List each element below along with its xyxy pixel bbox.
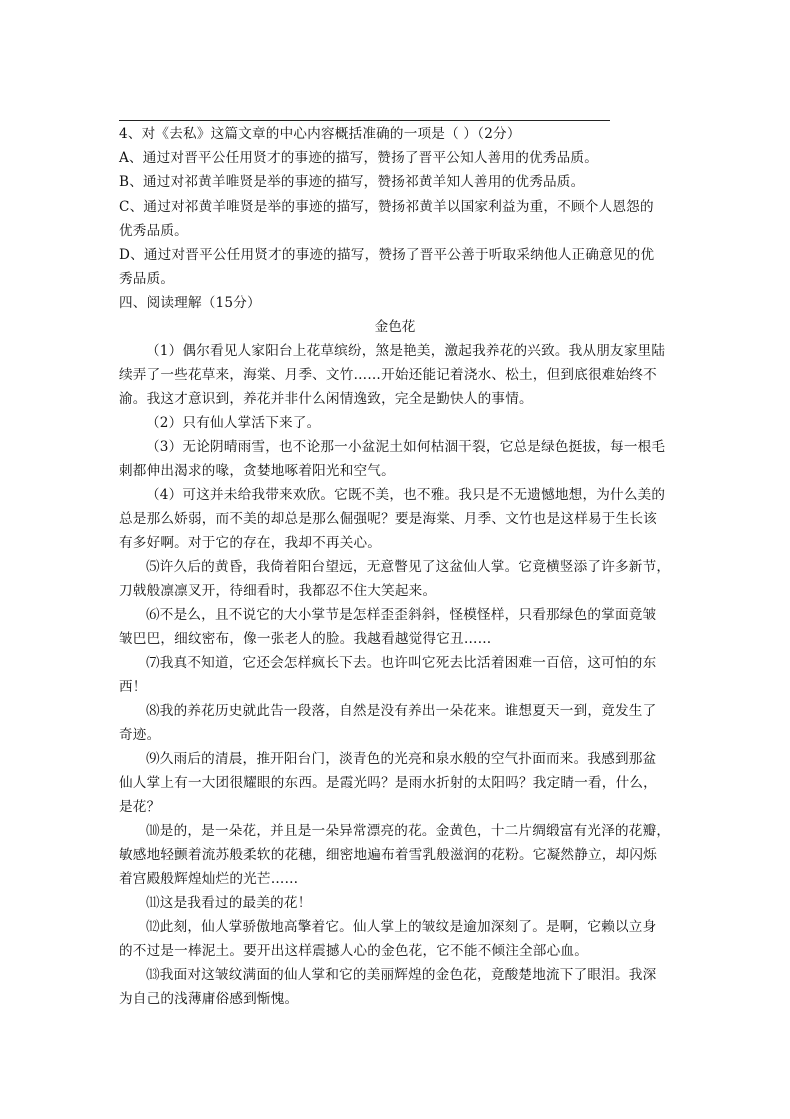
para-7-line-2: 西！ (119, 679, 147, 695)
para-10-line-1: ⑽是的，是一朵花，并且是一朵异常漂亮的花。金黄色，十二片绸缎富有光泽的花瓣， (146, 823, 671, 839)
para-1-line-3: 渝。我这才意识到，养花并非什么闲情逸致，完全是勤快人的事情。 (119, 391, 533, 407)
para-8-line-2: 奇迹。 (119, 727, 161, 743)
para-4-line-1: （4）可这并未给我带来欢欣。它既不美，也不雅。我只是不无遗憾地想，为什么美的 (146, 487, 666, 503)
option-d: D、通过对晋平公任用贤才的事迹的描写，赞扬了晋平公善于听取采纳他人正确意见的优 (119, 247, 655, 263)
para-1-line-2: 续弄了一些花草来，海棠、月季、文竹……开始还能记着浇水、松土，但到底很难始终不 (119, 367, 657, 383)
para-1-line-1: （1）偶尔看见人家阳台上花草缤纷，煞是艳美，激起我养花的兴致。我从朋友家里陆 (146, 343, 666, 359)
para-9-line-2: 仙人掌上有一大团很耀眼的东西。是霞光吗？是雨水折射的太阳吗？我定睛一看，什么， (119, 775, 657, 791)
para-5-line-2: 刀戟般凛凛叉开，待细看时，我都忍不住大笑起来。 (119, 583, 437, 599)
para-12-line-2: 的不过是一棒泥土。要开出这样震撼人心的金色花，它不能不倾注全部心血。 (119, 943, 588, 959)
option-d-cont: 秀品质。 (119, 271, 175, 287)
para-4-line-3: 有多好啊。对于它的存在，我却不再关心。 (119, 535, 382, 551)
article-title: 金色花 (374, 319, 416, 335)
para-13-line-2: 为自己的浅薄庸俗感到惭愧。 (119, 991, 299, 1007)
para-6-line-2: 皱巴巴，细纹密布，像一张老人的脸。我越看越觉得它丑…… (119, 631, 492, 647)
para-3-line-1: （3）无论阴晴雨雪，也不论那一小盆泥土如何枯涸干裂，它总是绿色挺拔，每一根毛 (146, 439, 666, 455)
section-heading: 四、阅读理解（15分） (119, 295, 261, 311)
para-12-line-1: ⑿此刻，仙人掌骄傲地高擎着它。仙人掌上的皱纹是逾加深刻了。是啊，它赖以立身 (146, 919, 657, 935)
para-7-line-1: ⑺我真不知道，它还会怎样疯长下去。也许叫它死去比活着困难一百倍，这可怕的东 (146, 655, 657, 671)
para-6-line-1: ⑹不是么，且不说它的大小掌节是怎样歪歪斜斜，怪模怪样，只看那绿色的掌面竟皱 (146, 607, 657, 623)
option-a: A、通过对晋平公任用贤才的事迹的描写，赞扬了晋平公知人善用的优秀品质。 (119, 150, 599, 166)
question-4-stem: 4、对《去私》这篇文章的中心内容概括准确的一项是（ ）（2分） (119, 126, 521, 142)
option-c-cont: 优秀品质。 (119, 223, 188, 239)
option-b: B、通过对祁黄羊唯贤是举的事迹的描写，赞扬祁黄羊知人善用的优秀品质。 (119, 174, 585, 190)
para-13-line-1: ⒀我面对这皱纹满面的仙人掌和它的美丽辉煌的金色花，竟酸楚地流下了眼泪。我深 (146, 967, 657, 983)
para-2-line-1: （2）只有仙人掌活下来了。 (146, 415, 321, 431)
para-10-line-3: 着宫殿般辉煌灿烂的光芒…… (119, 871, 299, 887)
para-4-line-2: 总是那么娇弱，而不美的却总是那么倔强呢？要是海棠、月季、文竹也是这样易于生长该 (119, 511, 657, 527)
para-5-line-1: ⑸许久后的黄昏，我倚着阳台望远，无意瞥见了这盆仙人掌。它竟横竖添了许多新节， (146, 559, 671, 575)
para-3-line-2: 刺都伸出渴求的喙，贪婪地啄着阳光和空气。 (119, 463, 395, 479)
para-9-line-1: ⑼久雨后的清晨，推开阳台门，淡青色的光亮和泉水般的空气扑面而来。我感到那盆 (146, 751, 657, 767)
para-8-line-1: ⑻我的养花历史就此告一段落，自然是没有养出一朵花来。谁想夏天一到，竟发生了 (146, 703, 657, 719)
para-10-line-2: 敏感地轻颤着流苏般柔软的花穗，细密地遍布着雪乳般滋润的花粉。它凝然静立，却闪烁 (119, 847, 657, 863)
para-9-line-3: 是花？ (119, 799, 161, 815)
para-11-line-1: ⑾这是我看过的最美的花！ (146, 895, 312, 911)
option-c: C、通过对祁黄羊唯贤是举的事迹的描写，赞扬祁黄羊以国家利益为重，不顾个人恩怨的 (119, 199, 654, 215)
header-rule (119, 120, 610, 121)
